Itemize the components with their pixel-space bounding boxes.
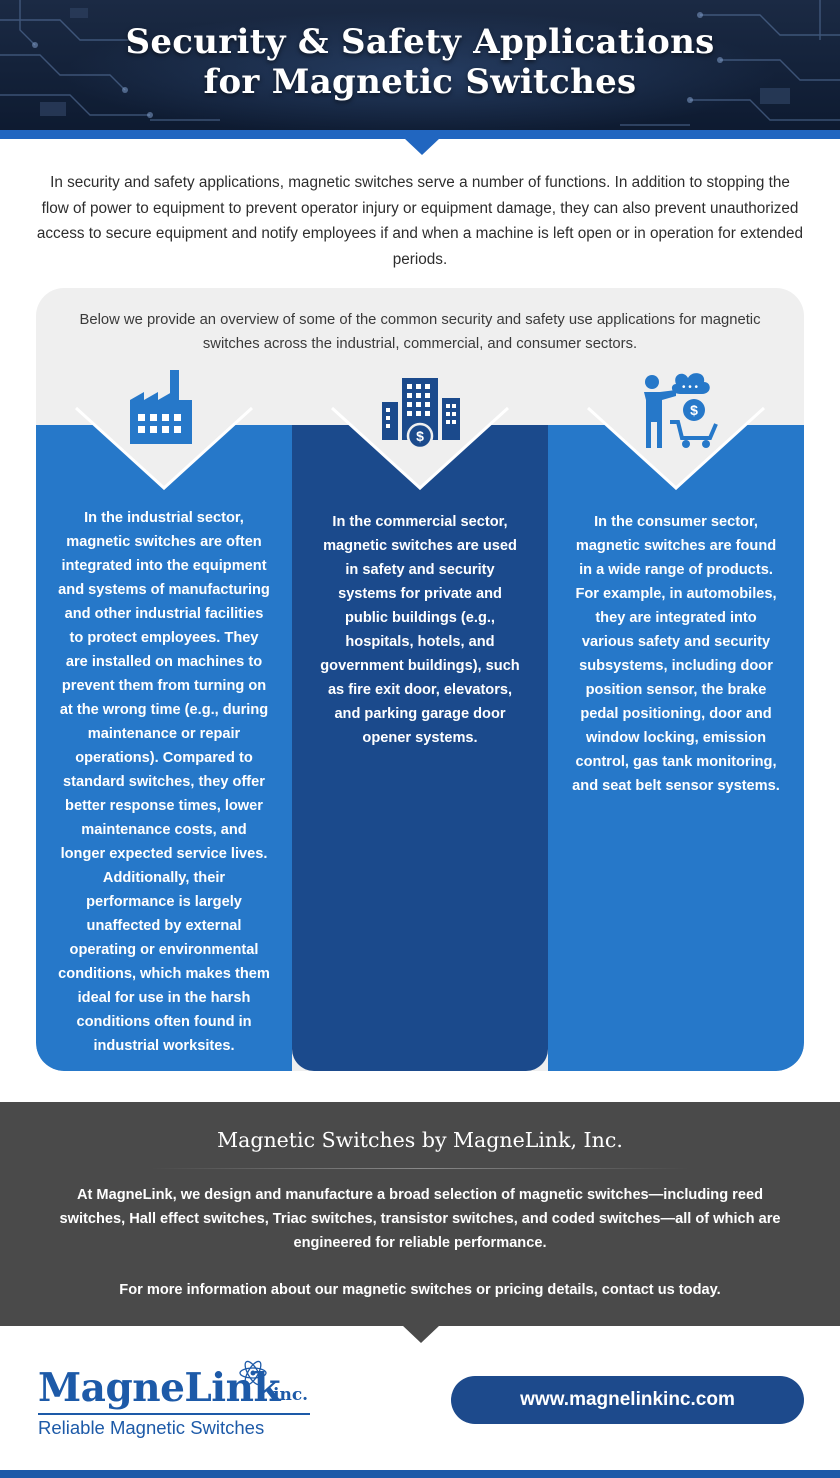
company-divider: [150, 1168, 690, 1169]
company-title: Magnetic Switches by MagneLink, Inc.: [217, 1128, 623, 1152]
page-title-line1: Security & Safety Applications: [125, 22, 715, 62]
company-cta-text: For more information about our magnetic switches or pricing details, contact us today.: [119, 1282, 721, 1298]
industrial-sector-text: In the industrial sector, magnetic switches are often integrated into the equipment and systems of manufacturing and other industrial facilities to protect employees. They are installed on machines to prevent them from turning on at the wrong time (e.g., during maintenance or repair operations). Compared to standard switches, they offer better response times, lower maintenance costs, and longer expected service lives. Additionally, their performance is largely unaffected by external operating or environmental conditions, which makes them ideal for use in the harsh conditions often found in industrial worksites.: [58, 510, 270, 1054]
website-url-button[interactable]: www.magnelinkinc.com: [451, 1376, 804, 1424]
footer-accent-bar: [0, 1470, 840, 1478]
svg-text:$: $: [416, 428, 424, 444]
logo-inc: inc.: [273, 1385, 309, 1405]
header-banner: [0, 0, 840, 135]
company-description: At MagneLink, we design and manufacture a broad selection of magnetic switches—including reed switches, Hall effect switches, Triac switches, transistor switches, and coded switches—all of which are engineered for reliable performance.: [59, 1187, 781, 1251]
consumer-sector-text: In the consumer sector, magnetic switches are found in a wide range of products. For example, in automobiles, they are integrated into various safety and security subsystems, including door position sensor, the brake pedal positioning, door and window locking, emission control, gas tank monitoring, and seat belt sensor systems.: [572, 514, 780, 794]
consumer-shopping-icon: [640, 372, 720, 455]
svg-text:$: $: [690, 402, 698, 418]
logo-wordmark: MagneLink: [38, 1365, 280, 1411]
company-section: [0, 1102, 840, 1326]
company-notch-arrow: [402, 1325, 440, 1343]
page-title-line2: for Magnetic Switches: [203, 62, 637, 102]
overview-card: [36, 288, 804, 1071]
overview-paragraph: Below we provide an overview of some of the common security and safety use applications for magnetic switches across the industrial, commercial, and consumer sectors.: [79, 312, 761, 352]
header-notch-arrow: [404, 138, 440, 155]
page-title: [0, 22, 840, 102]
intro-paragraph: In security and safety applications, magnetic switches serve a number of functions. In addition to stopping the flow of power to equipment to prevent operator injury or equipment damage, they can also prevent unauthorized access to secure equipment and notify employees if and when a machine is left open or in operation for extended periods.: [36, 174, 804, 268]
commercial-sector-text: In the commercial sector, magnetic switches are used in safety and security systems for private and public buildings (e.g., hospitals, hotels, and government buildings), such as fire exit door, elevators, and parking garage door opener systems.: [320, 514, 520, 746]
magnelink-logo[interactable]: [38, 1358, 338, 1448]
svg-text:• • •: • • •: [681, 382, 699, 393]
office-building-icon: [382, 378, 462, 455]
logo-underline: [38, 1413, 310, 1415]
logo-tagline: Reliable Magnetic Switches: [38, 1417, 265, 1438]
factory-icon: [130, 370, 192, 449]
